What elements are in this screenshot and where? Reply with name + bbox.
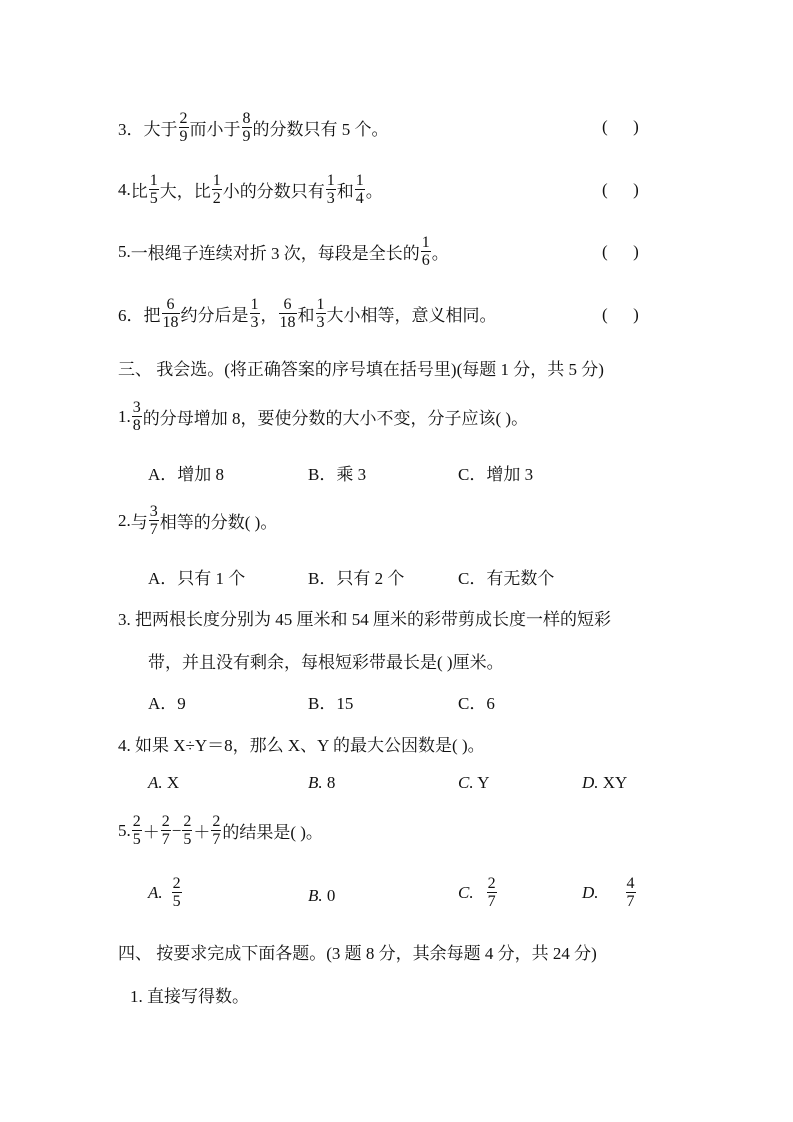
option-c[interactable]: C. Y <box>458 773 490 792</box>
answer-bracket[interactable]: ( ) <box>602 180 639 199</box>
option-b[interactable]: B．只有 2 个 <box>308 569 405 588</box>
fraction: $\frac{1}{3}$ <box>316 296 325 331</box>
fraction: $\frac{2}{7}$ <box>212 813 221 848</box>
option-a[interactable]: A．增加 8 <box>148 465 225 484</box>
option-c[interactable]: C．6 <box>458 694 495 713</box>
fraction: $\frac{3}{7}$ <box>149 503 158 538</box>
judge-item-6: 6． 把 $\frac{6}{18}$ 约分后是 $\frac{1}{3}$ ， $\frac{6}{18}$ 和 $\frac{1}{3}$ 大小相等，意义相同。 <box>118 296 497 331</box>
sub-question-1: 1. 直接写得数。 <box>130 987 249 1006</box>
fraction: $\frac{1}{6}$ <box>421 234 430 269</box>
fraction: $\frac{2}{7}$ <box>161 813 170 848</box>
fraction: $\frac{1}{4}$ <box>355 172 364 207</box>
option-a[interactable]: A. $\frac{2}{5}$ <box>148 875 181 910</box>
fraction: $\frac{1}{3}$ <box>326 172 335 207</box>
judge-item-5: 5. 一根绳子连续对折 3 次，每段是全长的 $\frac{1}{6}$ 。 <box>118 234 449 269</box>
fraction: $\frac{2}{9}$ <box>179 110 188 145</box>
choice-q4: 4. 如果 X÷Y＝8，那么 X、Y 的最大公因数是( )。 <box>118 736 485 755</box>
option-b[interactable]: B. 0 <box>308 886 336 905</box>
fraction: $\frac{2}{5}$ <box>172 875 181 910</box>
option-b[interactable]: B. 8 <box>308 773 336 792</box>
choice-q3-line2: 带，并且没有剩余，每根短彩带最长是( )厘米。 <box>148 653 504 672</box>
fraction: $\frac{2}{5}$ <box>183 813 192 848</box>
section-4-heading: 四、 按要求完成下面各题。(3 题 8 分，其余每题 4 分，共 24 分) <box>118 944 597 963</box>
fraction: $\frac{3}{8}$ <box>132 399 141 434</box>
option-b[interactable]: B．乘 3 <box>308 465 367 484</box>
fraction: $\frac{4}{7}$ <box>626 875 635 910</box>
judge-item-4: 4. 比 $\frac{1}{5}$ 大，比 $\frac{1}{2}$ 小的分数只有 $\frac{1}{3}$ 和 $\frac{1}{4}$ 。 <box>118 172 383 207</box>
answer-bracket[interactable]: ( ) <box>602 117 639 136</box>
fraction: $\frac{2}{5}$ <box>132 813 141 848</box>
option-d[interactable]: D. $\frac{4}{7}$ <box>582 875 635 910</box>
fraction: $\frac{1}{5}$ <box>149 172 158 207</box>
fraction: $\frac{1}{3}$ <box>250 296 259 331</box>
option-b[interactable]: B．15 <box>308 694 354 713</box>
judge-item-3: 3． 大于 $\frac{2}{9}$ 而小于 $\frac{8}{9}$ 的分数只有 5 个。 <box>118 110 389 145</box>
option-c[interactable]: C．增加 3 <box>458 465 534 484</box>
option-a[interactable]: A. X <box>148 773 180 792</box>
option-a[interactable]: A．9 <box>148 694 186 713</box>
answer-bracket[interactable]: ( ) <box>602 242 639 261</box>
section-3-heading: 三、 我会选。(将正确答案的序号填在括号里)(每题 1 分，共 5 分) <box>118 360 604 379</box>
fraction: $\frac{8}{9}$ <box>242 110 251 145</box>
fraction: $\frac{6}{18}$ <box>162 296 179 331</box>
option-c[interactable]: C．有无数个 <box>458 569 555 588</box>
choice-q2: 2. 与 $\frac{3}{7}$ 相等的分数( )。 <box>118 503 278 538</box>
fraction: $\frac{6}{18}$ <box>279 296 296 331</box>
choice-q5: 5. $\frac{2}{5}$ ＋ $\frac{2}{7}$ − $\frac{2}{5}$ ＋ $\frac{2}{7}$ 的结果是( )。 <box>118 813 323 848</box>
option-a[interactable]: A．只有 1 个 <box>148 569 246 588</box>
answer-bracket[interactable]: ( ) <box>602 305 639 324</box>
option-c[interactable]: C. $\frac{2}{7}$ <box>458 875 496 910</box>
option-d[interactable]: D. XY <box>582 773 628 792</box>
choice-q1: 1. $\frac{3}{8}$ 的分母增加 8，要使分数的大小不变，分子应该( )。 <box>118 399 529 434</box>
fraction: $\frac{1}{2}$ <box>212 172 221 207</box>
choice-q3-line1: 3. 把两根长度分别为 45 厘米和 54 厘米的彩带剪成长度一样的短彩 <box>118 610 611 629</box>
fraction: $\frac{2}{7}$ <box>487 875 496 910</box>
